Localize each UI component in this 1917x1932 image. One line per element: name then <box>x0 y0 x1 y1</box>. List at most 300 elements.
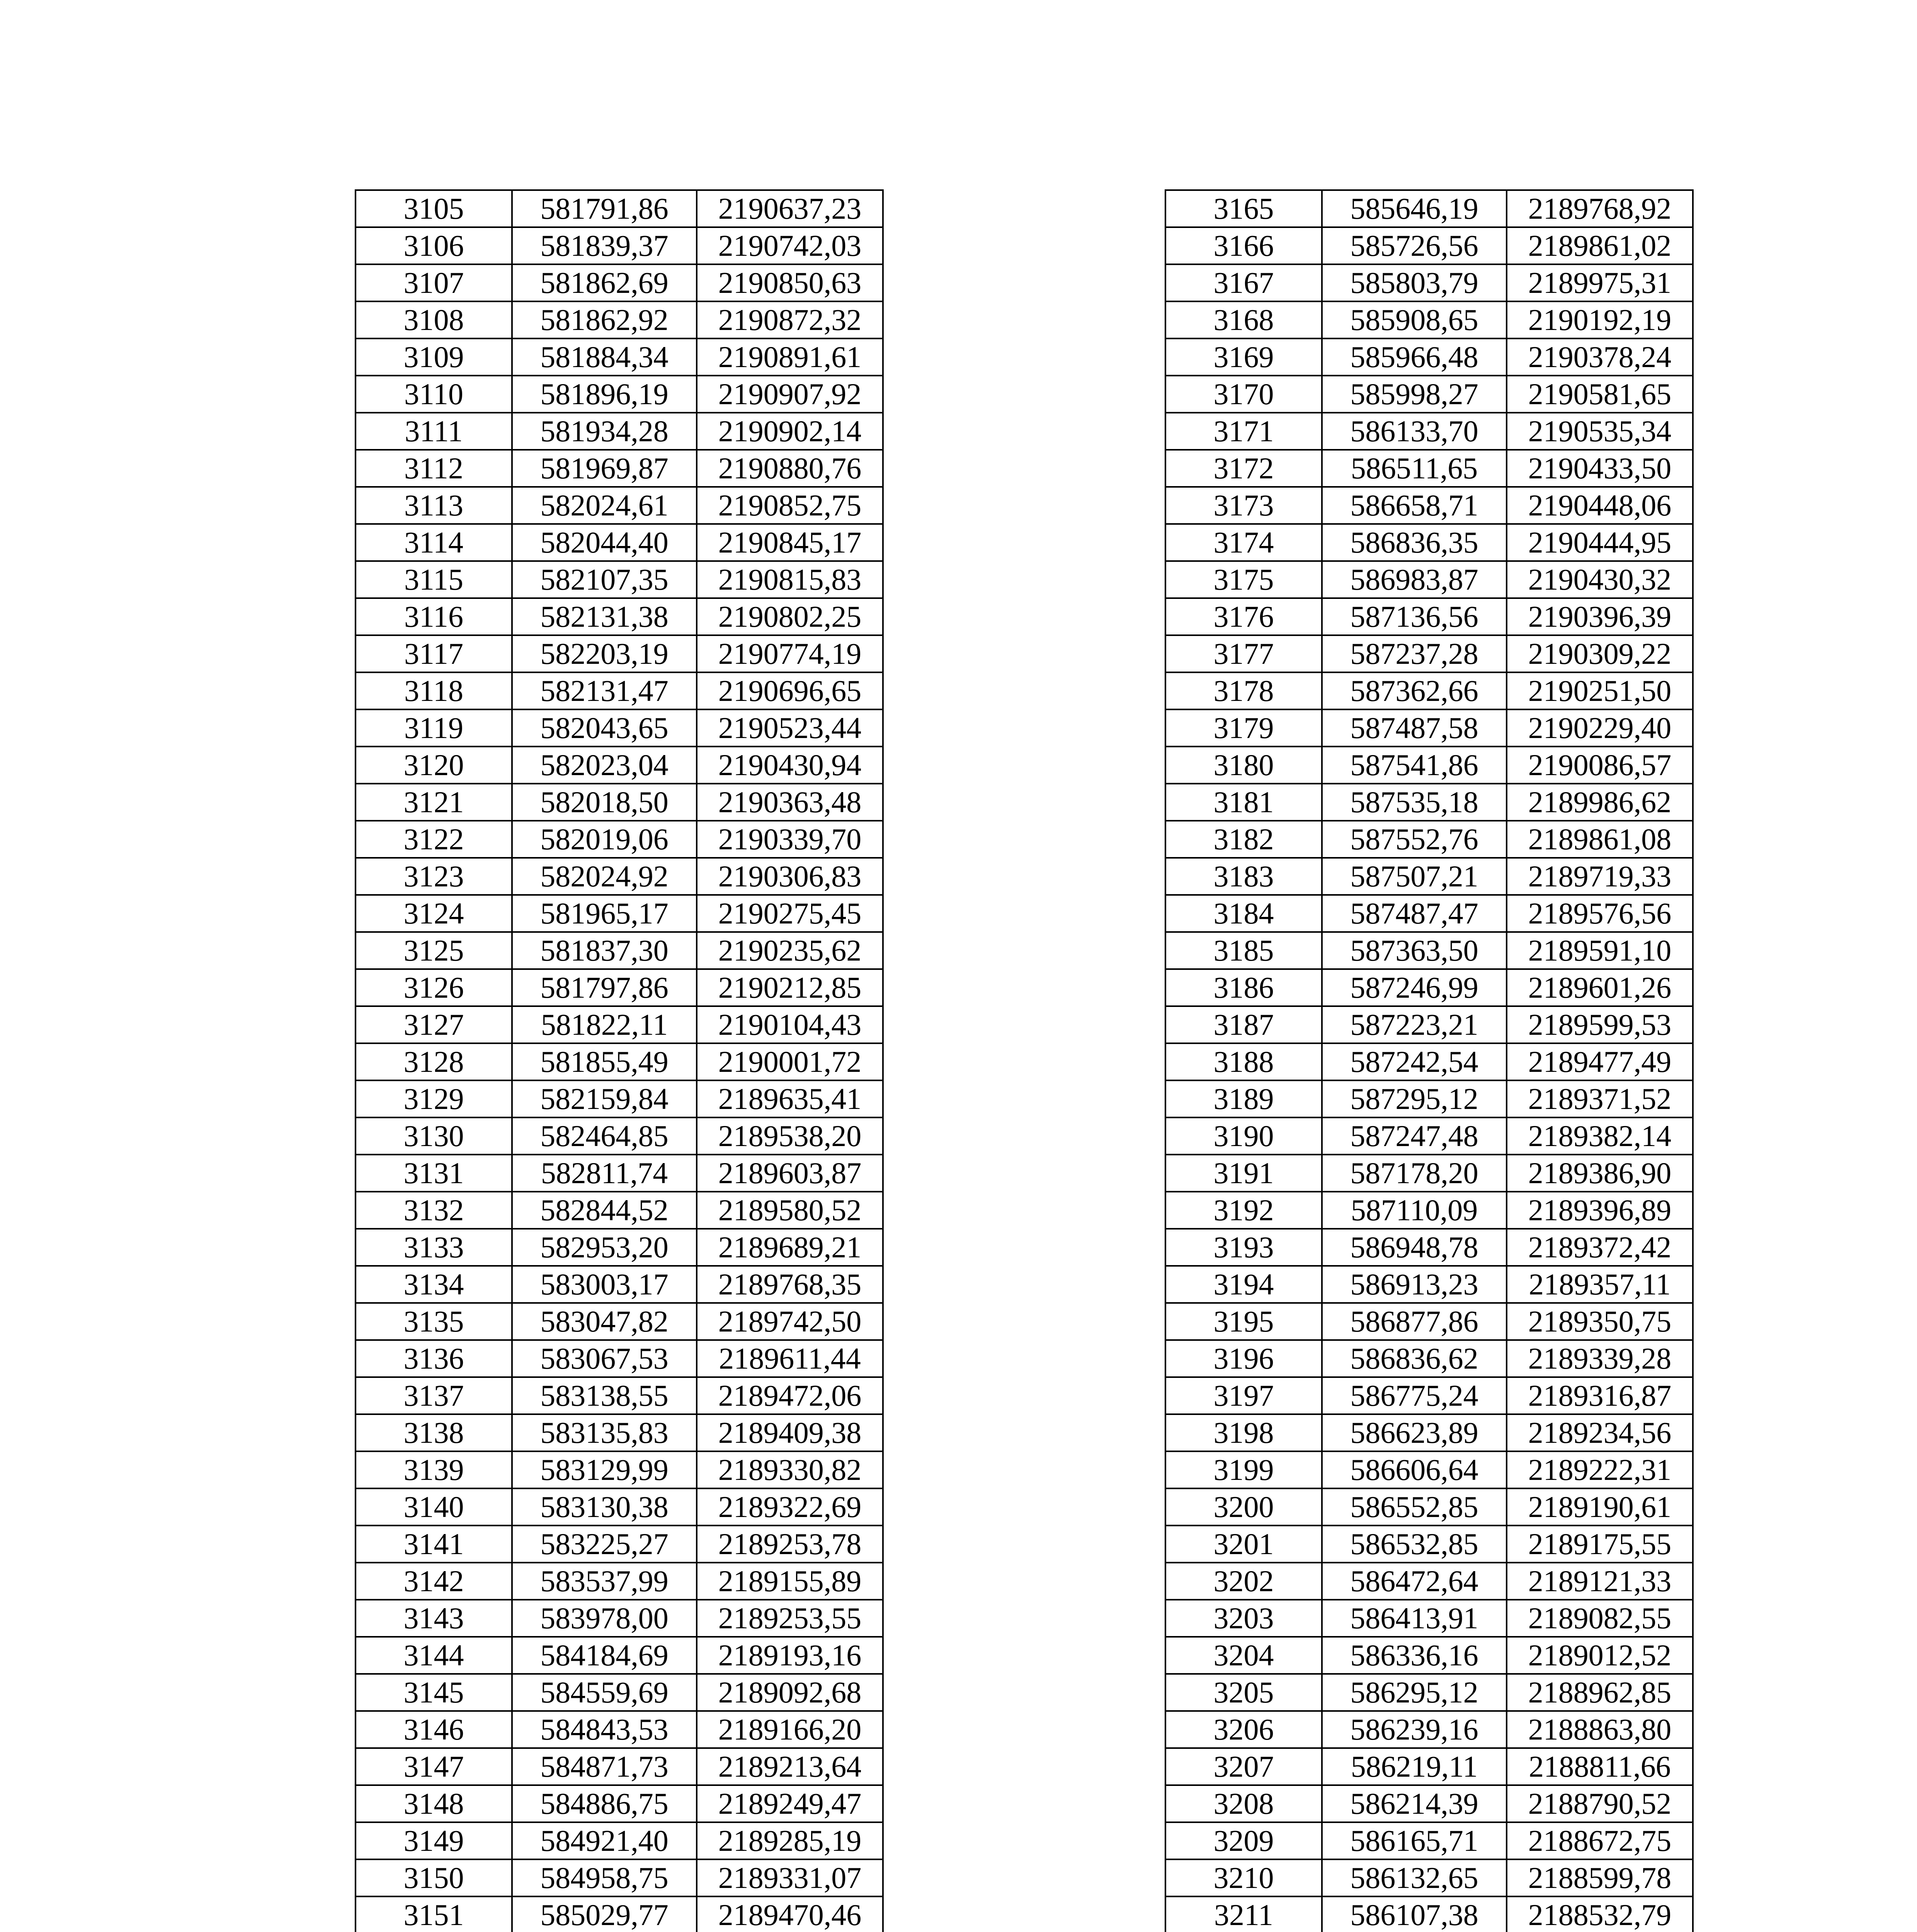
table-row <box>356 1785 883 1822</box>
y-coordinate-cell: 2189357,11 <box>1507 1266 1693 1303</box>
x-coordinate-cell: 581791,86 <box>512 190 697 227</box>
x-coordinate-cell: 582107,35 <box>512 561 697 598</box>
x-coordinate-cell: 581862,69 <box>512 264 697 301</box>
y-coordinate-cell: 2189768,35 <box>697 1266 883 1303</box>
y-coordinate-cell: 2189472,06 <box>697 1377 883 1414</box>
table-row <box>356 1117 883 1155</box>
y-coordinate-cell: 2188672,75 <box>1507 1822 1693 1859</box>
point-number-cell: 3108 <box>356 301 512 338</box>
y-coordinate-cell: 2190523,44 <box>697 709 883 747</box>
table-row <box>1165 1192 1693 1229</box>
x-coordinate-cell: 581896,19 <box>512 376 697 413</box>
y-coordinate-cell: 2189175,55 <box>1507 1526 1693 1563</box>
x-coordinate-cell: 587110,09 <box>1322 1192 1507 1229</box>
x-coordinate-cell: 581855,49 <box>512 1043 697 1080</box>
point-number-cell: 3175 <box>1165 561 1322 598</box>
table-row <box>356 969 883 1006</box>
y-coordinate-cell: 2189409,38 <box>697 1414 883 1451</box>
y-coordinate-cell: 2189576,56 <box>1507 895 1693 932</box>
x-coordinate-cell: 585726,56 <box>1322 227 1507 264</box>
point-number-cell: 3167 <box>1165 264 1322 301</box>
x-coordinate-cell: 582464,85 <box>512 1117 697 1155</box>
point-number-cell: 3120 <box>356 747 512 784</box>
x-coordinate-cell: 586606,64 <box>1322 1451 1507 1488</box>
point-number-cell: 3141 <box>356 1526 512 1563</box>
table-row <box>1165 1711 1693 1748</box>
table-row <box>1165 1303 1693 1340</box>
point-number-cell: 3188 <box>1165 1043 1322 1080</box>
table-row <box>356 1711 883 1748</box>
x-coordinate-cell: 587178,20 <box>1322 1155 1507 1192</box>
x-coordinate-cell: 583130,38 <box>512 1488 697 1526</box>
x-coordinate-cell: 587552,76 <box>1322 821 1507 858</box>
x-coordinate-cell: 582131,47 <box>512 672 697 709</box>
point-number-cell: 3171 <box>1165 413 1322 450</box>
point-number-cell: 3140 <box>356 1488 512 1526</box>
x-coordinate-cell: 585803,79 <box>1322 264 1507 301</box>
x-coordinate-cell: 587487,58 <box>1322 709 1507 747</box>
x-coordinate-cell: 585908,65 <box>1322 301 1507 338</box>
y-coordinate-cell: 2189611,44 <box>697 1340 883 1377</box>
table-row <box>356 1414 883 1451</box>
table-row <box>356 1377 883 1414</box>
x-coordinate-cell: 586107,38 <box>1322 1896 1507 1932</box>
x-coordinate-cell: 587246,99 <box>1322 969 1507 1006</box>
table-row <box>1165 895 1693 932</box>
x-coordinate-cell: 583138,55 <box>512 1377 697 1414</box>
x-coordinate-cell: 587487,47 <box>1322 895 1507 932</box>
table-row <box>356 1896 883 1932</box>
point-number-cell: 3111 <box>356 413 512 450</box>
point-number-cell: 3203 <box>1165 1600 1322 1637</box>
point-number-cell: 3166 <box>1165 227 1322 264</box>
y-coordinate-cell: 2188863,80 <box>1507 1711 1693 1748</box>
table-row <box>356 1451 883 1488</box>
table-row <box>1165 1043 1693 1080</box>
x-coordinate-cell: 587136,56 <box>1322 598 1507 635</box>
table-row <box>356 598 883 635</box>
point-number-cell: 3205 <box>1165 1674 1322 1711</box>
y-coordinate-cell: 2190275,45 <box>697 895 883 932</box>
table-row <box>1165 338 1693 376</box>
point-number-cell: 3105 <box>356 190 512 227</box>
point-number-cell: 3187 <box>1165 1006 1322 1043</box>
y-coordinate-cell: 2188532,79 <box>1507 1896 1693 1932</box>
x-coordinate-cell: 587541,86 <box>1322 747 1507 784</box>
point-number-cell: 3134 <box>356 1266 512 1303</box>
point-number-cell: 3136 <box>356 1340 512 1377</box>
y-coordinate-cell: 2190852,75 <box>697 487 883 524</box>
point-number-cell: 3176 <box>1165 598 1322 635</box>
point-number-cell: 3185 <box>1165 932 1322 969</box>
point-number-cell: 3197 <box>1165 1377 1322 1414</box>
y-coordinate-cell: 2189213,64 <box>697 1748 883 1785</box>
y-coordinate-cell: 2190192,19 <box>1507 301 1693 338</box>
y-coordinate-cell: 2190880,76 <box>697 450 883 487</box>
y-coordinate-cell: 2189635,41 <box>697 1080 883 1117</box>
table-row <box>356 1192 883 1229</box>
x-coordinate-cell: 584886,75 <box>512 1785 697 1822</box>
table-row <box>356 1600 883 1637</box>
table-row <box>1165 227 1693 264</box>
x-coordinate-cell: 581837,30 <box>512 932 697 969</box>
point-number-cell: 3116 <box>356 598 512 635</box>
point-number-cell: 3130 <box>356 1117 512 1155</box>
point-number-cell: 3170 <box>1165 376 1322 413</box>
y-coordinate-cell: 2188811,66 <box>1507 1748 1693 1785</box>
table-row <box>356 1340 883 1377</box>
y-coordinate-cell: 2189386,90 <box>1507 1155 1693 1192</box>
x-coordinate-cell: 587223,21 <box>1322 1006 1507 1043</box>
table-row <box>356 747 883 784</box>
y-coordinate-cell: 2190774,19 <box>697 635 883 672</box>
table-row <box>1165 524 1693 561</box>
point-number-cell: 3142 <box>356 1563 512 1600</box>
y-coordinate-cell: 2189742,50 <box>697 1303 883 1340</box>
x-coordinate-cell: 582019,06 <box>512 821 697 858</box>
y-coordinate-cell: 2190430,32 <box>1507 561 1693 598</box>
point-number-cell: 3194 <box>1165 1266 1322 1303</box>
x-coordinate-cell: 586983,87 <box>1322 561 1507 598</box>
point-number-cell: 3112 <box>356 450 512 487</box>
x-coordinate-cell: 586336,16 <box>1322 1637 1507 1674</box>
y-coordinate-cell: 2189477,49 <box>1507 1043 1693 1080</box>
table-row <box>1165 784 1693 821</box>
y-coordinate-cell: 2190086,57 <box>1507 747 1693 784</box>
point-number-cell: 3145 <box>356 1674 512 1711</box>
table-row <box>356 784 883 821</box>
table-row <box>356 1006 883 1043</box>
x-coordinate-cell: 581862,92 <box>512 301 697 338</box>
coordinate-table-body <box>1165 190 1693 1932</box>
point-number-cell: 3119 <box>356 709 512 747</box>
x-coordinate-cell: 586836,35 <box>1322 524 1507 561</box>
x-coordinate-cell: 586214,39 <box>1322 1785 1507 1822</box>
x-coordinate-cell: 586877,86 <box>1322 1303 1507 1340</box>
point-number-cell: 3129 <box>356 1080 512 1117</box>
coordinate-table-left <box>355 189 884 1932</box>
table-row <box>1165 1451 1693 1488</box>
x-coordinate-cell: 584843,53 <box>512 1711 697 1748</box>
table-row <box>356 524 883 561</box>
table-row <box>1165 858 1693 895</box>
table-row <box>356 301 883 338</box>
y-coordinate-cell: 2190229,40 <box>1507 709 1693 747</box>
point-number-cell: 3189 <box>1165 1080 1322 1117</box>
point-number-cell: 3211 <box>1165 1896 1322 1932</box>
x-coordinate-cell: 586532,85 <box>1322 1526 1507 1563</box>
y-coordinate-cell: 2189689,21 <box>697 1229 883 1266</box>
y-coordinate-cell: 2189339,28 <box>1507 1340 1693 1377</box>
point-number-cell: 3181 <box>1165 784 1322 821</box>
table-row <box>1165 1155 1693 1192</box>
x-coordinate-cell: 582131,38 <box>512 598 697 635</box>
point-number-cell: 3131 <box>356 1155 512 1192</box>
point-number-cell: 3204 <box>1165 1637 1322 1674</box>
x-coordinate-cell: 582024,92 <box>512 858 697 895</box>
y-coordinate-cell: 2189249,47 <box>697 1785 883 1822</box>
y-coordinate-cell: 2189470,46 <box>697 1896 883 1932</box>
table-row <box>356 376 883 413</box>
table-row <box>1165 1822 1693 1859</box>
x-coordinate-cell: 586511,65 <box>1322 450 1507 487</box>
y-coordinate-cell: 2190535,34 <box>1507 413 1693 450</box>
y-coordinate-cell: 2190444,95 <box>1507 524 1693 561</box>
table-row <box>356 821 883 858</box>
x-coordinate-cell: 584559,69 <box>512 1674 697 1711</box>
point-number-cell: 3192 <box>1165 1192 1322 1229</box>
point-number-cell: 3132 <box>356 1192 512 1229</box>
y-coordinate-cell: 2189396,89 <box>1507 1192 1693 1229</box>
table-row <box>1165 1117 1693 1155</box>
point-number-cell: 3118 <box>356 672 512 709</box>
y-coordinate-cell: 2189580,52 <box>697 1192 883 1229</box>
y-coordinate-cell: 2189350,75 <box>1507 1303 1693 1340</box>
y-coordinate-cell: 2189371,52 <box>1507 1080 1693 1117</box>
y-coordinate-cell: 2190396,39 <box>1507 598 1693 635</box>
point-number-cell: 3151 <box>356 1896 512 1932</box>
x-coordinate-cell: 585029,77 <box>512 1896 697 1932</box>
point-number-cell: 3200 <box>1165 1488 1322 1526</box>
y-coordinate-cell: 2189986,62 <box>1507 784 1693 821</box>
table-row <box>1165 1229 1693 1266</box>
point-number-cell: 3180 <box>1165 747 1322 784</box>
y-coordinate-cell: 2190378,24 <box>1507 338 1693 376</box>
x-coordinate-cell: 581934,28 <box>512 413 697 450</box>
table-row <box>356 487 883 524</box>
table-row <box>1165 1340 1693 1377</box>
table-row <box>1165 1748 1693 1785</box>
point-number-cell: 3117 <box>356 635 512 672</box>
table-row <box>1165 1674 1693 1711</box>
table-row <box>1165 821 1693 858</box>
table-row <box>1165 1414 1693 1451</box>
x-coordinate-cell: 586836,62 <box>1322 1340 1507 1377</box>
y-coordinate-cell: 2189975,31 <box>1507 264 1693 301</box>
x-coordinate-cell: 586948,78 <box>1322 1229 1507 1266</box>
y-coordinate-cell: 2189601,26 <box>1507 969 1693 1006</box>
y-coordinate-cell: 2190235,62 <box>697 932 883 969</box>
table-row <box>356 709 883 747</box>
y-coordinate-cell: 2190696,65 <box>697 672 883 709</box>
x-coordinate-cell: 584871,73 <box>512 1748 697 1785</box>
y-coordinate-cell: 2189861,02 <box>1507 227 1693 264</box>
y-coordinate-cell: 2190339,70 <box>697 821 883 858</box>
y-coordinate-cell: 2189330,82 <box>697 1451 883 1488</box>
table-row <box>356 1229 883 1266</box>
x-coordinate-cell: 583067,53 <box>512 1340 697 1377</box>
table-row <box>356 1488 883 1526</box>
y-coordinate-cell: 2189092,68 <box>697 1674 883 1711</box>
point-number-cell: 3179 <box>1165 709 1322 747</box>
x-coordinate-cell: 583129,99 <box>512 1451 697 1488</box>
table-row <box>1165 598 1693 635</box>
point-number-cell: 3135 <box>356 1303 512 1340</box>
x-coordinate-cell: 586623,89 <box>1322 1414 1507 1451</box>
y-coordinate-cell: 2190306,83 <box>697 858 883 895</box>
table-row <box>356 561 883 598</box>
table-row <box>1165 450 1693 487</box>
y-coordinate-cell: 2189599,53 <box>1507 1006 1693 1043</box>
point-number-cell: 3184 <box>1165 895 1322 932</box>
table-row <box>1165 709 1693 747</box>
y-coordinate-cell: 2190309,22 <box>1507 635 1693 672</box>
table-row <box>356 1155 883 1192</box>
x-coordinate-cell: 583047,82 <box>512 1303 697 1340</box>
y-coordinate-cell: 2189234,56 <box>1507 1414 1693 1451</box>
point-number-cell: 3138 <box>356 1414 512 1451</box>
point-number-cell: 3186 <box>1165 969 1322 1006</box>
x-coordinate-cell: 587237,28 <box>1322 635 1507 672</box>
y-coordinate-cell: 2190104,43 <box>697 1006 883 1043</box>
point-number-cell: 3199 <box>1165 1451 1322 1488</box>
table-row <box>356 932 883 969</box>
table-row <box>356 1674 883 1711</box>
x-coordinate-cell: 581969,87 <box>512 450 697 487</box>
table-row <box>356 1080 883 1117</box>
table-row <box>1165 747 1693 784</box>
x-coordinate-cell: 581884,34 <box>512 338 697 376</box>
table-row <box>1165 301 1693 338</box>
x-coordinate-cell: 582844,52 <box>512 1192 697 1229</box>
point-number-cell: 3123 <box>356 858 512 895</box>
y-coordinate-cell: 2189012,52 <box>1507 1637 1693 1674</box>
y-coordinate-cell: 2189253,55 <box>697 1600 883 1637</box>
table-row <box>1165 264 1693 301</box>
x-coordinate-cell: 582024,61 <box>512 487 697 524</box>
table-row <box>1165 1080 1693 1117</box>
x-coordinate-cell: 582043,65 <box>512 709 697 747</box>
y-coordinate-cell: 2189121,33 <box>1507 1563 1693 1600</box>
y-coordinate-cell: 2190872,32 <box>697 301 883 338</box>
x-coordinate-cell: 587363,50 <box>1322 932 1507 969</box>
table-row <box>1165 190 1693 227</box>
point-number-cell: 3182 <box>1165 821 1322 858</box>
point-number-cell: 3149 <box>356 1822 512 1859</box>
x-coordinate-cell: 581822,11 <box>512 1006 697 1043</box>
x-coordinate-cell: 581965,17 <box>512 895 697 932</box>
point-number-cell: 3168 <box>1165 301 1322 338</box>
table-row <box>356 1526 883 1563</box>
point-number-cell: 3127 <box>356 1006 512 1043</box>
y-coordinate-cell: 2190850,63 <box>697 264 883 301</box>
x-coordinate-cell: 585998,27 <box>1322 376 1507 413</box>
table-row <box>1165 635 1693 672</box>
point-number-cell: 3173 <box>1165 487 1322 524</box>
y-coordinate-cell: 2189382,14 <box>1507 1117 1693 1155</box>
table-row <box>1165 1006 1693 1043</box>
y-coordinate-cell: 2189603,87 <box>697 1155 883 1192</box>
table-row <box>1165 1785 1693 1822</box>
y-coordinate-cell: 2189538,20 <box>697 1117 883 1155</box>
y-coordinate-cell: 2188790,52 <box>1507 1785 1693 1822</box>
point-number-cell: 3144 <box>356 1637 512 1674</box>
x-coordinate-cell: 583537,99 <box>512 1563 697 1600</box>
point-number-cell: 3201 <box>1165 1526 1322 1563</box>
point-number-cell: 3115 <box>356 561 512 598</box>
y-coordinate-cell: 2190815,83 <box>697 561 883 598</box>
point-number-cell: 3196 <box>1165 1340 1322 1377</box>
point-number-cell: 3206 <box>1165 1711 1322 1748</box>
y-coordinate-cell: 2190430,94 <box>697 747 883 784</box>
x-coordinate-cell: 584921,40 <box>512 1822 697 1859</box>
coordinate-table-body <box>356 190 883 1932</box>
y-coordinate-cell: 2190251,50 <box>1507 672 1693 709</box>
x-coordinate-cell: 583003,17 <box>512 1266 697 1303</box>
table-row <box>1165 487 1693 524</box>
y-coordinate-cell: 2189166,20 <box>697 1711 883 1748</box>
y-coordinate-cell: 2190581,65 <box>1507 376 1693 413</box>
y-coordinate-cell: 2189155,89 <box>697 1563 883 1600</box>
y-coordinate-cell: 2189285,19 <box>697 1822 883 1859</box>
table-row <box>1165 1563 1693 1600</box>
y-coordinate-cell: 2189190,61 <box>1507 1488 1693 1526</box>
y-coordinate-cell: 2188962,85 <box>1507 1674 1693 1711</box>
table-row <box>356 1859 883 1896</box>
point-number-cell: 3172 <box>1165 450 1322 487</box>
y-coordinate-cell: 2190637,23 <box>697 190 883 227</box>
x-coordinate-cell: 581797,86 <box>512 969 697 1006</box>
point-number-cell: 3174 <box>1165 524 1322 561</box>
table-row <box>1165 413 1693 450</box>
table-row <box>1165 561 1693 598</box>
table-row <box>1165 1377 1693 1414</box>
point-number-cell: 3110 <box>356 376 512 413</box>
y-coordinate-cell: 2189372,42 <box>1507 1229 1693 1266</box>
y-coordinate-cell: 2190845,17 <box>697 524 883 561</box>
point-number-cell: 3150 <box>356 1859 512 1896</box>
table-row <box>356 1822 883 1859</box>
table-row <box>1165 376 1693 413</box>
point-number-cell: 3208 <box>1165 1785 1322 1822</box>
point-number-cell: 3147 <box>356 1748 512 1785</box>
point-number-cell: 3126 <box>356 969 512 1006</box>
table-row <box>356 895 883 932</box>
table-row <box>1165 1266 1693 1303</box>
y-coordinate-cell: 2190907,92 <box>697 376 883 413</box>
point-number-cell: 3139 <box>356 1451 512 1488</box>
x-coordinate-cell: 582203,19 <box>512 635 697 672</box>
table-row <box>356 672 883 709</box>
y-coordinate-cell: 2189222,31 <box>1507 1451 1693 1488</box>
table-row <box>356 1748 883 1785</box>
point-number-cell: 3210 <box>1165 1859 1322 1896</box>
x-coordinate-cell: 582811,74 <box>512 1155 697 1192</box>
y-coordinate-cell: 2189082,55 <box>1507 1600 1693 1637</box>
point-number-cell: 3114 <box>356 524 512 561</box>
x-coordinate-cell: 585966,48 <box>1322 338 1507 376</box>
x-coordinate-cell: 587362,66 <box>1322 672 1507 709</box>
point-number-cell: 3183 <box>1165 858 1322 895</box>
table-row <box>1165 1859 1693 1896</box>
x-coordinate-cell: 587247,48 <box>1322 1117 1507 1155</box>
table-row <box>1165 1526 1693 1563</box>
point-number-cell: 3191 <box>1165 1155 1322 1192</box>
point-number-cell: 3125 <box>356 932 512 969</box>
y-coordinate-cell: 2189719,33 <box>1507 858 1693 895</box>
x-coordinate-cell: 587242,54 <box>1322 1043 1507 1080</box>
x-coordinate-cell: 586133,70 <box>1322 413 1507 450</box>
point-number-cell: 3137 <box>356 1377 512 1414</box>
y-coordinate-cell: 2189331,07 <box>697 1859 883 1896</box>
x-coordinate-cell: 582044,40 <box>512 524 697 561</box>
y-coordinate-cell: 2189253,78 <box>697 1526 883 1563</box>
point-number-cell: 3207 <box>1165 1748 1322 1785</box>
point-number-cell: 3107 <box>356 264 512 301</box>
point-number-cell: 3178 <box>1165 672 1322 709</box>
table-row <box>356 413 883 450</box>
point-number-cell: 3169 <box>1165 338 1322 376</box>
